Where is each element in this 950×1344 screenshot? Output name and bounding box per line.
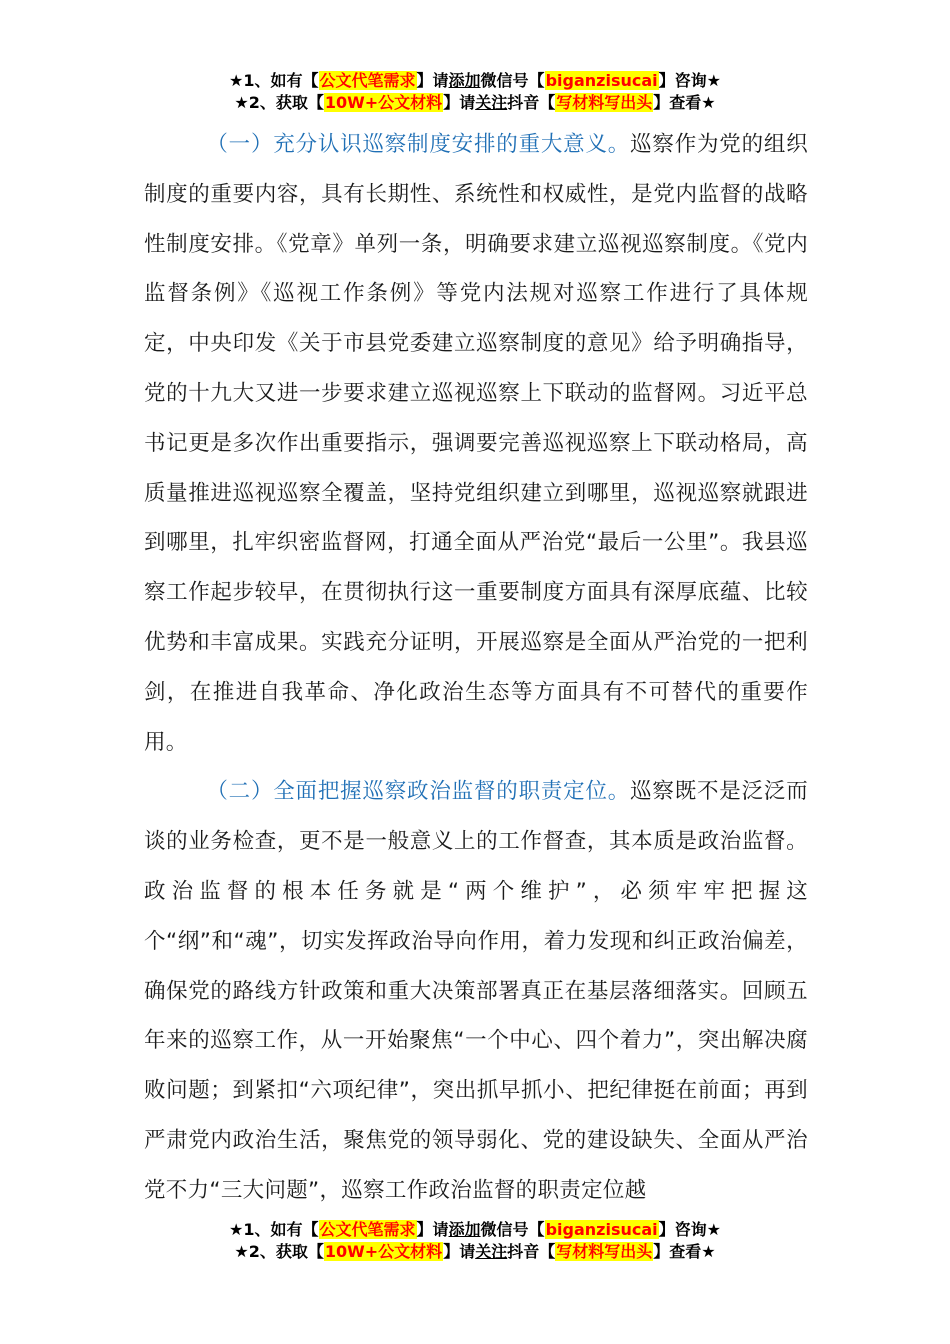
banner-wechat-id: biganzisucai <box>545 71 658 90</box>
section-heading: （一）充分认识巡察制度安排的重大意义。 <box>206 132 631 157</box>
banner-text: 】咨询★ <box>658 1220 721 1239</box>
banner-highlight: 10W+公文材料 <box>324 1242 443 1261</box>
banner-line-2 <box>0 1241 950 1263</box>
banner-text: ★2、获取【 <box>234 1242 324 1261</box>
banner-text: 抖音【 <box>507 93 556 112</box>
section-heading: （二）全面把握巡察政治监督的职责定位。 <box>206 779 631 805</box>
banner-text: 】查看★ <box>653 93 716 112</box>
banner-highlight: 10W+公文材料 <box>324 93 443 112</box>
paragraph-text: 巡察作为党的组织制度的重要内容，具有长期性、系统性和权威性，是党内监督的战略性制度安排。《党章》单列一条，明确要求建立巡视巡察制度。《党内监督条例》《巡视工作条例》等党内法规对巡察工作进行了具体规定，中央印发《关于市县党委建立巡察制度的意见》给予明确指导，党的十九大又进一步要求建立巡视巡察上下联动的监督网。习近平总书记更是多次作出重要指示，强调要完善巡视巡察上下联动格局，高质量推进巡视巡察全覆盖，坚持党组织建立到哪里，巡视巡察就跟进到哪里，扎牢织密监督网，打通全面从严治党“最后一公里”。我县巡察工作起步较早，在贯彻执行这一重要制度方面具有深厚底蕴、比较优势和丰富成果。实践充分证明，开展巡察是全面从严治党的一把利剑，在推进自我革命、净化政治生态等方面具有不可替代的重要作用。 <box>144 132 809 755</box>
header-banner <box>0 70 950 114</box>
banner-text: 微信号【 <box>480 1220 545 1239</box>
paragraph-1 <box>144 120 808 767</box>
document-body <box>144 120 808 1216</box>
banner-text: 】咨询★ <box>658 71 721 90</box>
banner-douyin-name: 写材料写出头 <box>556 93 653 112</box>
banner-text: ★2、获取【 <box>234 93 324 112</box>
banner-underlined: 关注 <box>475 1242 508 1261</box>
banner-highlight: 公文代笔需求 <box>319 71 416 90</box>
banner-highlight: 公文代笔需求 <box>319 1220 416 1239</box>
banner-line-2 <box>0 92 950 114</box>
banner-text: ★1、如有【 <box>229 71 319 90</box>
banner-text: 微信号【 <box>480 71 545 90</box>
banner-douyin-name: 写材料写出头 <box>556 1242 653 1261</box>
banner-text: 】请 <box>416 1220 449 1239</box>
banner-wechat-id: biganzisucai <box>545 1220 658 1239</box>
banner-underlined: 关注 <box>475 93 508 112</box>
banner-text: 】请 <box>443 1242 476 1261</box>
footer-banner <box>0 1219 950 1263</box>
paragraph-2 <box>144 767 808 1215</box>
banner-text: 抖音【 <box>507 1242 556 1261</box>
banner-line-1 <box>0 1219 950 1241</box>
banner-underlined: 添加 <box>448 71 481 90</box>
banner-line-1 <box>0 70 950 92</box>
banner-text: ★1、如有【 <box>229 1220 319 1239</box>
banner-text: 】请 <box>443 93 476 112</box>
banner-underlined: 添加 <box>448 1220 481 1239</box>
paragraph-text: 巡察既不是泛泛而谈的业务检查，更不是一般意义上的工作督查，其本质是政治监督。政治监督的根本任务就是“两个维护”，必须牢牢把握这个“纲”和“魂”，切实发挥政治导向作用，着力发现和纠正政治偏差，确保党的路线方针政策和重大决策部署真正在基层落细落实。回顾五年来的巡察工作，从一开始聚焦“一个中心、四个着力”，突出解决腐败问题；到紧扣“六项纪律”，突出抓早抓小、把纪律挺在前面；再到严肃党内政治生活，聚焦党的领导弱化、党的建设缺失、全面从严治党不力“三大问题”，巡察工作政治监督的职责定位越 <box>144 779 809 1203</box>
banner-text: 】查看★ <box>653 1242 716 1261</box>
banner-text: 】请 <box>416 71 449 90</box>
